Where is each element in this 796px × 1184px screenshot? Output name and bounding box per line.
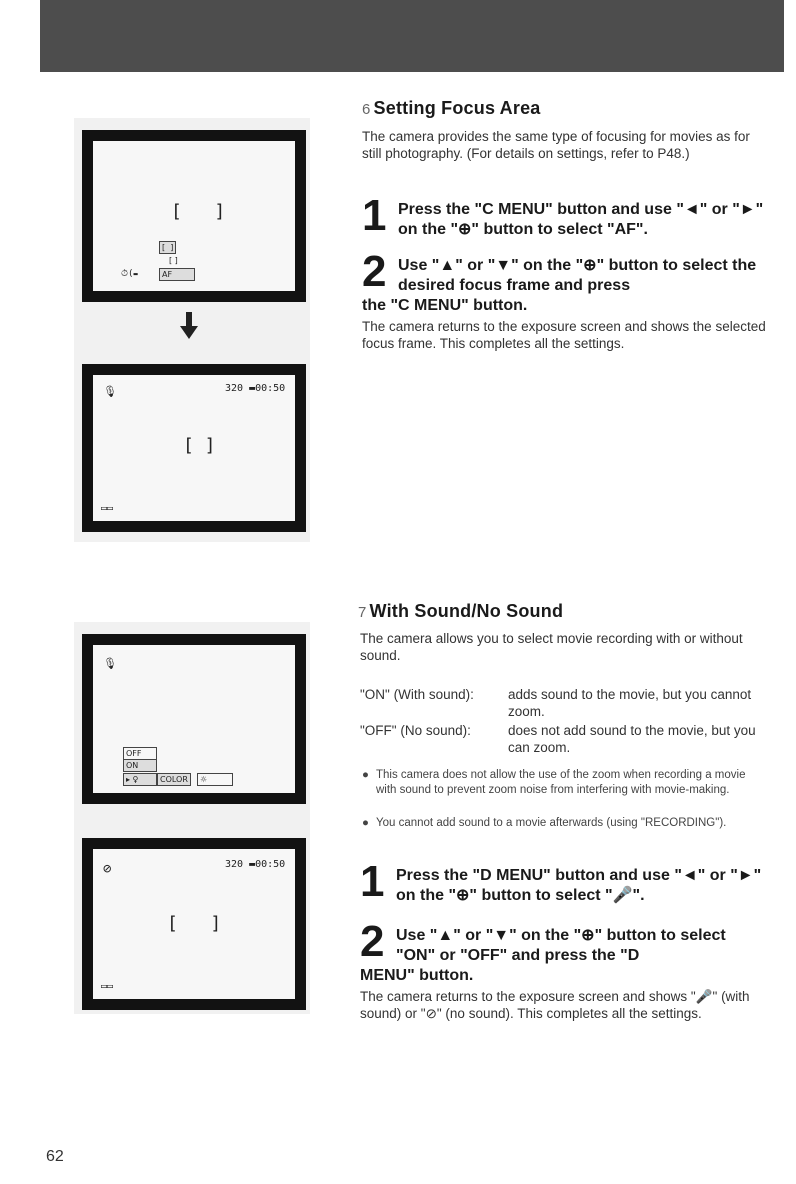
off-description: does not add sound to the movie, but you can zoom.	[508, 723, 756, 755]
white-balance-menu-item: ☼	[197, 773, 233, 786]
step-text-continued: the "C MENU" button.	[362, 297, 528, 314]
step-number: 2	[360, 917, 385, 966]
on-term: "ON" (With sound):	[360, 687, 474, 702]
step-number: 2	[362, 247, 387, 296]
frame-counter: 320 ▬00:50	[225, 383, 286, 394]
arrow-down-icon	[178, 312, 200, 340]
section-7-step-2-body: The camera returns to the exposure screen and shows "🎤" (with sound) or "⊘" (no sound). This completes all the settings.	[360, 989, 750, 1021]
bullet-icon: ●	[362, 817, 369, 829]
self-timer-icon: ⏱(▬	[121, 269, 138, 279]
section-6-number: 6	[362, 101, 371, 118]
lcd-screen-exposure-nosound	[82, 838, 306, 1010]
note-bullet-2	[362, 816, 756, 831]
focus-frame-option-spot: [ ]	[169, 256, 178, 265]
lcd-screen-exposure-spot	[82, 364, 306, 532]
off-term: "OFF" (No sound):	[360, 723, 471, 738]
section-6-intro: The camera provides the same type of focusing for movies as for still photography. (For details on settings, refer to P48.)	[362, 129, 750, 161]
note-bullet-1	[362, 768, 756, 798]
note-text: You cannot add sound to a movie afterwards (using "RECORDING").	[376, 817, 727, 829]
focus-frame-spot: [ ]	[183, 435, 216, 456]
section-7-title-text: With Sound/No Sound	[369, 601, 564, 621]
mic-icon: 🎙	[103, 657, 117, 670]
step-number: 1	[360, 857, 385, 906]
focus-frame-wide: [ ]	[171, 201, 226, 222]
section-6-title	[362, 98, 541, 119]
af-menu-item: AF	[159, 268, 195, 281]
step-text: Use "▲" or "▼" on the "⊕" button to select "ON" or "OFF" and press the "D	[396, 927, 726, 964]
section-7-title	[358, 601, 563, 622]
header-bar	[40, 0, 784, 72]
section-6-title-text: Setting Focus Area	[373, 98, 541, 118]
step-text: Press the "C MENU" button and use "◄" or "►" on the "⊕" button to select "AF".	[398, 201, 764, 238]
section-6-step-2	[362, 247, 782, 316]
section-7-step-2	[360, 917, 780, 986]
frame-counter: 320 ▬00:50	[225, 859, 286, 870]
section-7-step-1	[360, 857, 780, 910]
note-text: This camera does not allow the use of the zoom when recording a movie with sound to prevent zoom noise from interfering with movie-making.	[376, 769, 746, 796]
mic-icon: 🎙	[103, 385, 117, 398]
sound-on-option: ON	[123, 759, 157, 772]
focus-frame-wide: [ ]	[167, 913, 222, 934]
focus-frame-option-wide: [ ]	[159, 241, 176, 254]
bullet-icon: ●	[362, 769, 369, 781]
battery-icon: ▭▭	[101, 981, 114, 992]
battery-icon: ▭▭	[101, 503, 114, 514]
section-6-step-1	[362, 191, 782, 244]
color-menu-item: COLOR	[157, 773, 191, 786]
lcd-screen-sound-menu	[82, 634, 306, 804]
step-text-continued: MENU" button.	[360, 967, 474, 984]
step-text: Press the "D MENU" button and use "◄" or "►" on the "⊕" button to select "🎤".	[396, 867, 762, 904]
step-number: 1	[362, 191, 387, 240]
no-sound-icon: ⊘	[103, 861, 112, 877]
on-description: adds sound to the movie, but you cannot zoom.	[508, 687, 752, 719]
page-number: 62	[46, 1148, 64, 1165]
sound-off-option: OFF	[123, 747, 157, 760]
sound-menu-item: ▸ ♀	[123, 773, 157, 786]
step-text: Use "▲" or "▼" on the "⊕" button to select the desired focus frame and press	[398, 257, 757, 294]
lcd-screen-af-menu	[82, 130, 306, 302]
section-6-step-2-body: The camera returns to the exposure screen and shows the selected focus frame. This completes all the settings.	[362, 319, 766, 351]
section-7-number: 7	[358, 604, 367, 621]
section-7-intro: The camera allows you to select movie recording with or without sound.	[360, 631, 743, 663]
